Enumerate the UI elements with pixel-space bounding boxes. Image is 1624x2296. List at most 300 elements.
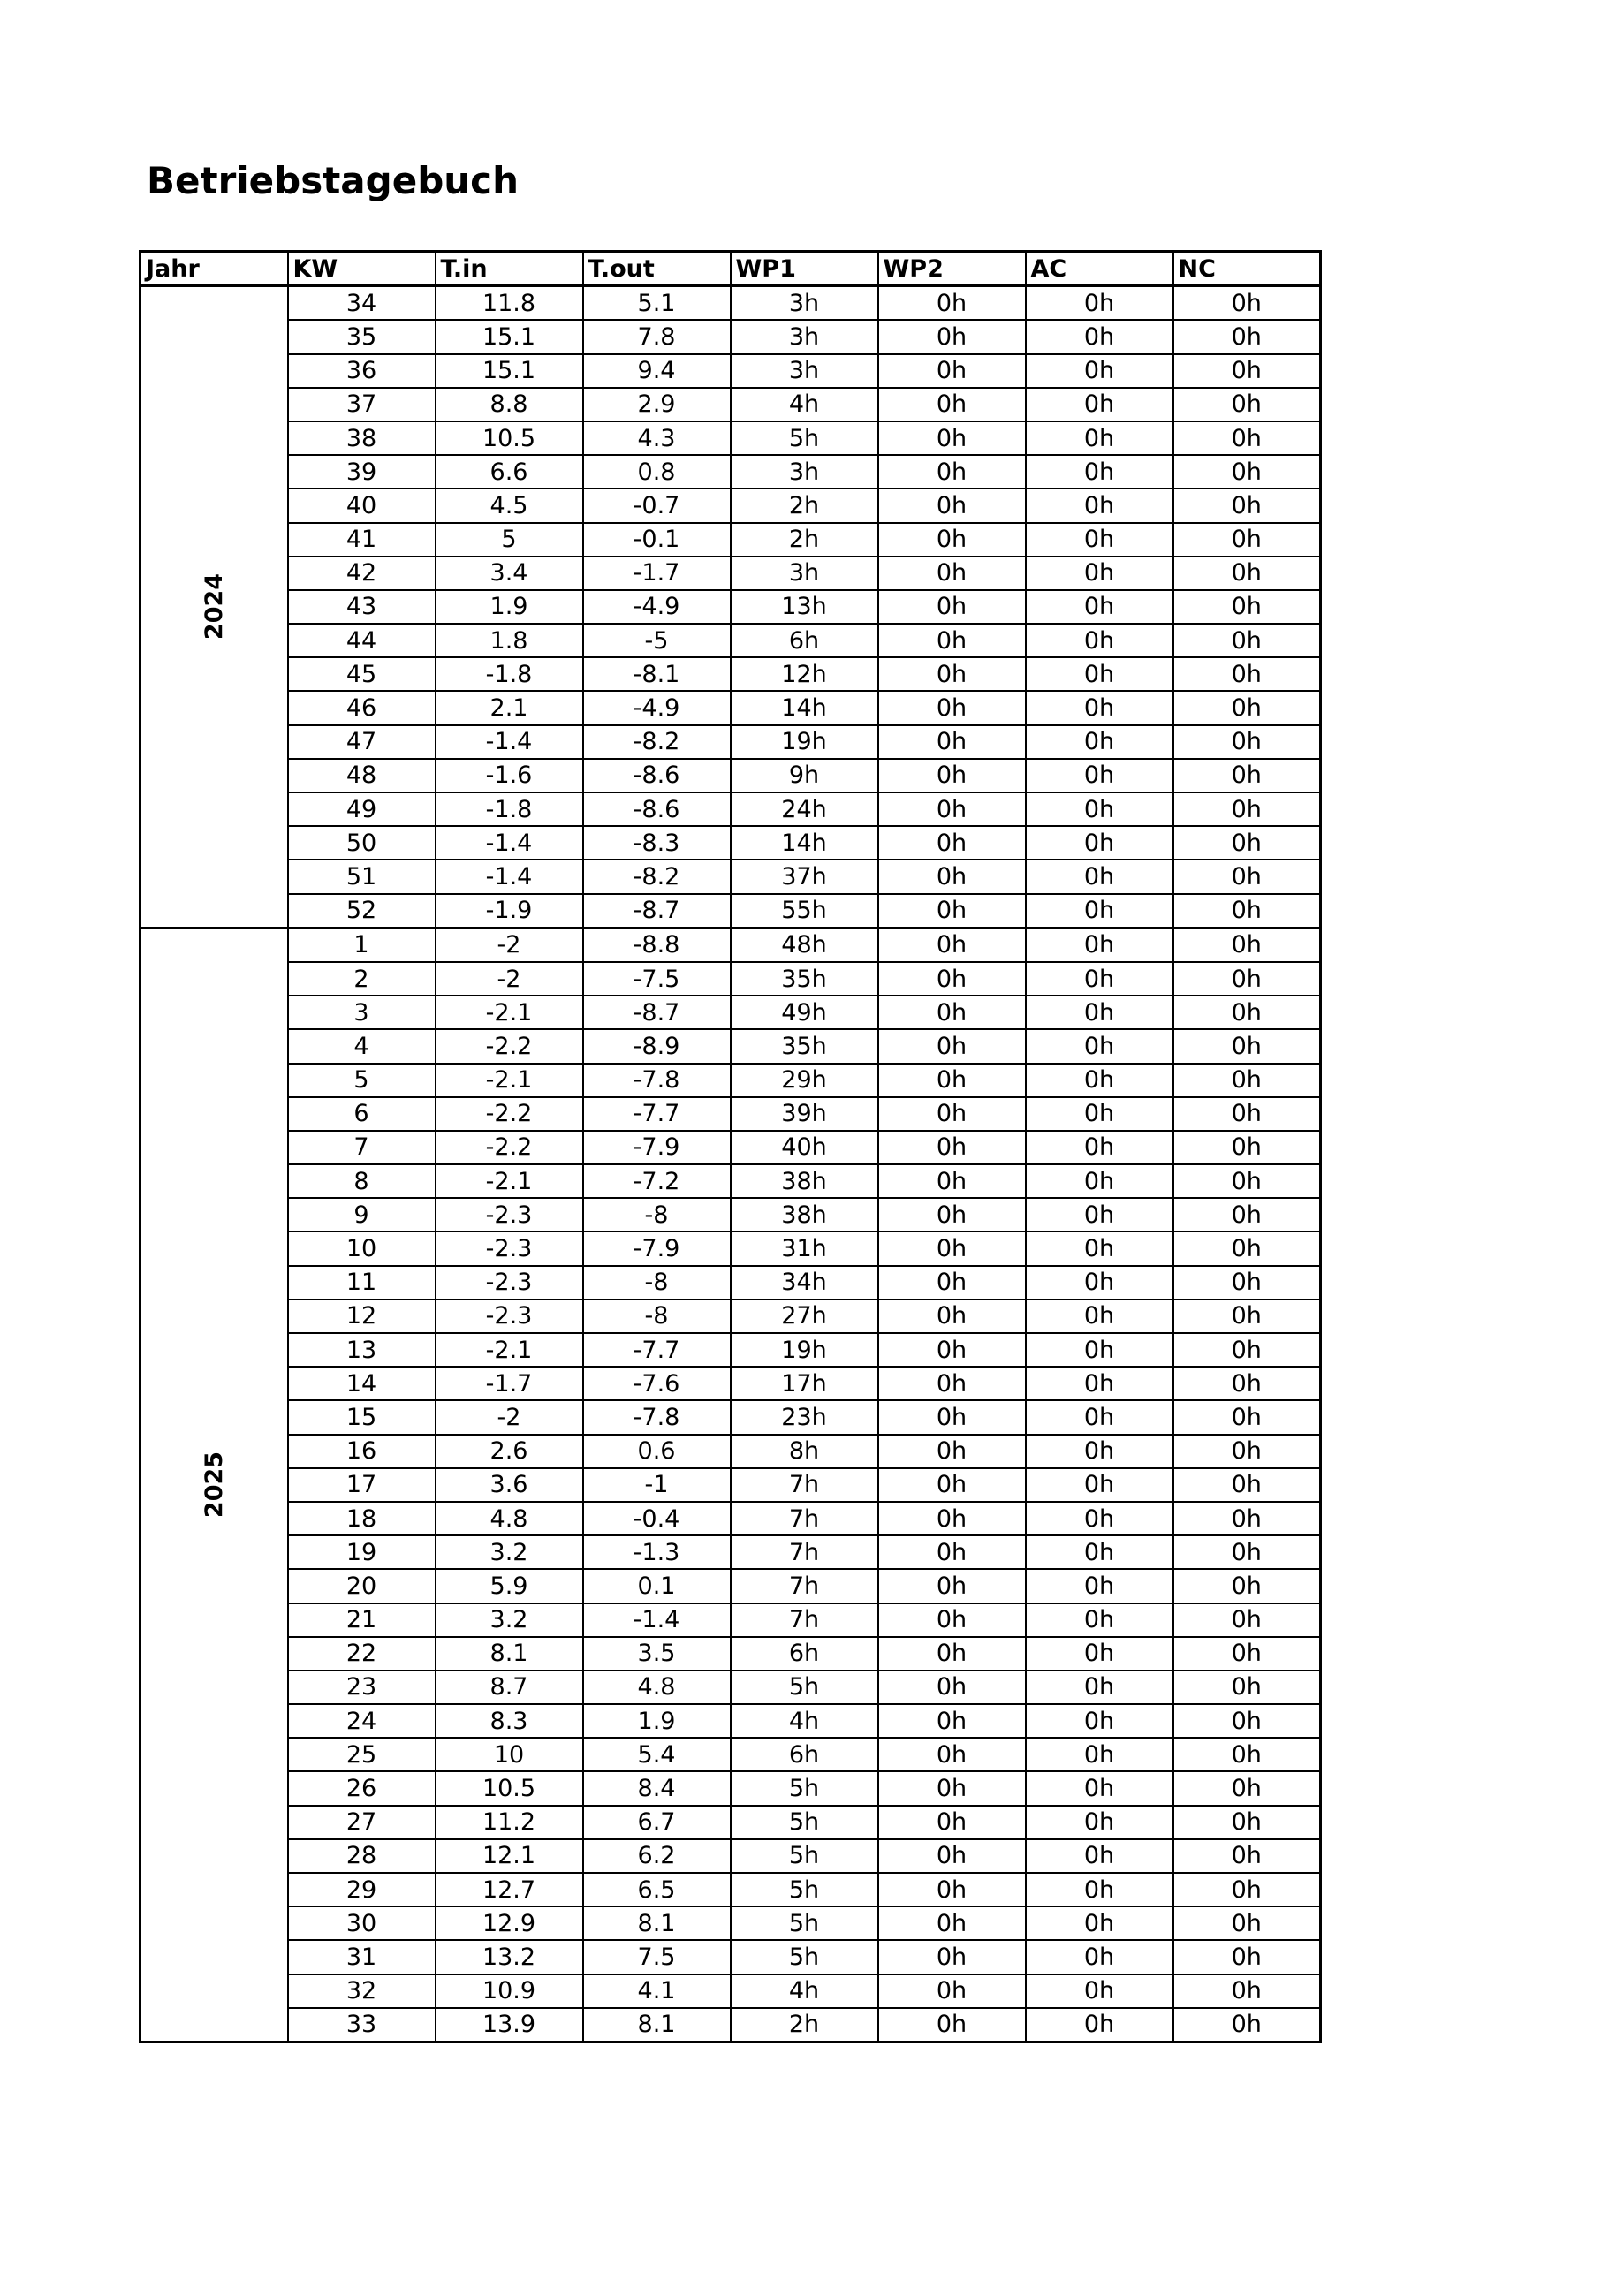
wp1-cell: 2h [731,489,878,522]
kw-cell: 50 [288,826,436,860]
table-row [140,1704,1321,1738]
table-row [140,657,1321,691]
t-out-cell: -1.4 [583,1603,731,1637]
ac-cell: 0h [1026,1839,1173,1873]
wp1-cell: 14h [731,691,878,724]
table-row [140,1097,1321,1131]
nc-cell: 0h [1173,1671,1321,1704]
wp2-cell: 0h [878,1637,1026,1671]
year-label: 2024 [200,573,228,640]
nc-cell: 0h [1173,1400,1321,1434]
column-header-kw: KW [288,252,436,286]
wp1-cell: 7h [731,1468,878,1502]
t-in-cell: 10.5 [436,1771,583,1805]
table-row [140,1400,1321,1434]
nc-cell: 0h [1173,489,1321,522]
t-out-cell: -7.7 [583,1333,731,1367]
table-row [140,1569,1321,1603]
nc-cell: 0h [1173,996,1321,1029]
ac-cell: 0h [1026,286,1173,321]
t-out-cell: -1.3 [583,1535,731,1569]
ac-cell: 0h [1026,624,1173,657]
wp1-cell: 6h [731,1738,878,1771]
wp1-cell: 13h [731,590,878,624]
column-header-t-out: T.out [583,252,731,286]
nc-cell: 0h [1173,1603,1321,1637]
table-header [140,252,1321,286]
t-out-cell: 4.3 [583,421,731,455]
wp2-cell: 0h [878,523,1026,557]
t-in-cell: 12.9 [436,1906,583,1940]
t-in-cell: 3.2 [436,1603,583,1637]
t-in-cell: 11.8 [436,286,583,321]
t-out-cell: -7.9 [583,1231,731,1265]
nc-cell: 0h [1173,1097,1321,1131]
kw-cell: 19 [288,1535,436,1569]
wp2-cell: 0h [878,1097,1026,1131]
ac-cell: 0h [1026,826,1173,860]
wp1-cell: 48h [731,928,878,962]
kw-cell: 42 [288,557,436,590]
t-out-cell: 6.7 [583,1806,731,1839]
t-out-cell: -0.4 [583,1502,731,1535]
table-row [140,320,1321,353]
kw-cell: 14 [288,1367,436,1400]
t-out-cell: -8.6 [583,792,731,826]
table-row [140,455,1321,489]
t-out-cell: 8.1 [583,2008,731,2042]
ac-cell: 0h [1026,1367,1173,1400]
wp1-cell: 6h [731,624,878,657]
nc-cell: 0h [1173,1231,1321,1265]
wp2-cell: 0h [878,1266,1026,1300]
t-in-cell: 1.8 [436,624,583,657]
year-group-cell [140,928,288,2042]
table-row [140,1906,1321,1940]
ac-cell: 0h [1026,354,1173,388]
table-row [140,725,1321,759]
wp2-cell: 0h [878,1671,1026,1704]
t-in-cell: 2.1 [436,691,583,724]
kw-cell: 21 [288,1603,436,1637]
ac-cell: 0h [1026,1738,1173,1771]
kw-cell: 11 [288,1266,436,1300]
kw-cell: 39 [288,455,436,489]
ac-cell: 0h [1026,1569,1173,1603]
wp1-cell: 40h [731,1131,878,1164]
table-row [140,421,1321,455]
kw-cell: 35 [288,320,436,353]
ac-cell: 0h [1026,320,1173,353]
wp1-cell: 5h [731,1839,878,1873]
wp1-cell: 7h [731,1535,878,1569]
nc-cell: 0h [1173,792,1321,826]
nc-cell: 0h [1173,1468,1321,1502]
t-out-cell: -8.9 [583,1029,731,1063]
t-in-cell: -2.3 [436,1266,583,1300]
ac-cell: 0h [1026,1333,1173,1367]
wp2-cell: 0h [878,421,1026,455]
wp1-cell: 3h [731,286,878,321]
t-in-cell: -2.2 [436,1097,583,1131]
wp2-cell: 0h [878,759,1026,792]
wp1-cell: 3h [731,320,878,353]
table-row [140,1839,1321,1873]
table-row [140,1029,1321,1063]
wp2-cell: 0h [878,354,1026,388]
t-out-cell: -8 [583,1300,731,1333]
wp2-cell: 0h [878,1502,1026,1535]
wp2-cell: 0h [878,792,1026,826]
t-out-cell: 0.1 [583,1569,731,1603]
nc-cell: 0h [1173,962,1321,996]
table-row [140,1198,1321,1231]
nc-cell: 0h [1173,1266,1321,1300]
table-row [140,1231,1321,1265]
ac-cell: 0h [1026,2008,1173,2042]
kw-cell: 10 [288,1231,436,1265]
table-row [140,523,1321,557]
t-out-cell: 3.5 [583,1637,731,1671]
table-row [140,489,1321,522]
ac-cell: 0h [1026,1671,1173,1704]
operations-log-table [139,250,1322,2043]
table-row [140,1300,1321,1333]
nc-cell: 0h [1173,354,1321,388]
wp1-cell: 5h [731,1906,878,1940]
t-in-cell: -1.8 [436,657,583,691]
table-row [140,1131,1321,1164]
nc-cell: 0h [1173,1704,1321,1738]
t-in-cell: -1.6 [436,759,583,792]
table-row [140,1266,1321,1300]
table-row [140,1435,1321,1468]
kw-cell: 49 [288,792,436,826]
t-in-cell: -1.4 [436,826,583,860]
wp2-cell: 0h [878,1333,1026,1367]
table-row [140,557,1321,590]
kw-cell: 33 [288,2008,436,2042]
t-out-cell: -7.5 [583,962,731,996]
nc-cell: 0h [1173,1637,1321,1671]
table-row [140,1367,1321,1400]
table-row [140,1064,1321,1097]
table-row [140,996,1321,1029]
kw-cell: 8 [288,1164,436,1198]
wp2-cell: 0h [878,1367,1026,1400]
ac-cell: 0h [1026,421,1173,455]
wp2-cell: 0h [878,657,1026,691]
t-out-cell: 0.6 [583,1435,731,1468]
wp1-cell: 4h [731,1974,878,2008]
ac-cell: 0h [1026,759,1173,792]
wp2-cell: 0h [878,996,1026,1029]
kw-cell: 25 [288,1738,436,1771]
ac-cell: 0h [1026,1400,1173,1434]
wp1-cell: 55h [731,894,878,928]
nc-cell: 0h [1173,1974,1321,2008]
kw-cell: 46 [288,691,436,724]
wp2-cell: 0h [878,1400,1026,1434]
kw-cell: 27 [288,1806,436,1839]
column-header-jahr: Jahr [140,252,288,286]
t-out-cell: -4.9 [583,590,731,624]
wp2-cell: 0h [878,1806,1026,1839]
wp1-cell: 31h [731,1231,878,1265]
wp2-cell: 0h [878,388,1026,421]
t-in-cell: -2 [436,1400,583,1434]
kw-cell: 7 [288,1131,436,1164]
t-in-cell: -1.8 [436,792,583,826]
kw-cell: 18 [288,1502,436,1535]
kw-cell: 16 [288,1435,436,1468]
t-in-cell: 12.1 [436,1839,583,1873]
nc-cell: 0h [1173,1535,1321,1569]
nc-cell: 0h [1173,826,1321,860]
wp1-cell: 6h [731,1637,878,1671]
wp1-cell: 4h [731,1704,878,1738]
nc-cell: 0h [1173,657,1321,691]
wp1-cell: 7h [731,1603,878,1637]
t-out-cell: 7.8 [583,320,731,353]
wp2-cell: 0h [878,1468,1026,1502]
kw-cell: 28 [288,1839,436,1873]
t-in-cell: -2.3 [436,1300,583,1333]
ac-cell: 0h [1026,1771,1173,1805]
nc-cell: 0h [1173,759,1321,792]
wp2-cell: 0h [878,557,1026,590]
ac-cell: 0h [1026,1906,1173,1940]
t-in-cell: 8.8 [436,388,583,421]
ac-cell: 0h [1026,860,1173,893]
table-row [140,962,1321,996]
nc-cell: 0h [1173,691,1321,724]
wp2-cell: 0h [878,826,1026,860]
wp2-cell: 0h [878,1906,1026,1940]
t-in-cell: 12.7 [436,1873,583,1906]
nc-cell: 0h [1173,1333,1321,1367]
ac-cell: 0h [1026,1064,1173,1097]
t-out-cell: -7.8 [583,1400,731,1434]
t-out-cell: -8.7 [583,996,731,1029]
t-in-cell: 15.1 [436,354,583,388]
ac-cell: 0h [1026,657,1173,691]
kw-cell: 6 [288,1097,436,1131]
t-out-cell: -1 [583,1468,731,1502]
kw-cell: 29 [288,1873,436,1906]
t-out-cell: 4.1 [583,1974,731,2008]
t-out-cell: -8.6 [583,759,731,792]
year-group-cell [140,286,288,928]
wp1-cell: 24h [731,792,878,826]
wp1-cell: 7h [731,1569,878,1603]
ac-cell: 0h [1026,1029,1173,1063]
ac-cell: 0h [1026,1704,1173,1738]
wp1-cell: 2h [731,523,878,557]
table-row [140,1738,1321,1771]
column-header-wp2: WP2 [878,252,1026,286]
nc-cell: 0h [1173,286,1321,321]
wp1-cell: 23h [731,1400,878,1434]
wp1-cell: 29h [731,1064,878,1097]
wp2-cell: 0h [878,590,1026,624]
kw-cell: 4 [288,1029,436,1063]
kw-cell: 43 [288,590,436,624]
t-in-cell: 1.9 [436,590,583,624]
wp2-cell: 0h [878,1435,1026,1468]
kw-cell: 13 [288,1333,436,1367]
wp2-cell: 0h [878,894,1026,928]
t-out-cell: -8 [583,1198,731,1231]
nc-cell: 0h [1173,1198,1321,1231]
t-out-cell: 8.4 [583,1771,731,1805]
wp1-cell: 5h [731,1873,878,1906]
table-row [140,759,1321,792]
table-row [140,1603,1321,1637]
wp2-cell: 0h [878,1738,1026,1771]
wp2-cell: 0h [878,1300,1026,1333]
wp1-cell: 49h [731,996,878,1029]
wp1-cell: 27h [731,1300,878,1333]
kw-cell: 40 [288,489,436,522]
table-row [140,1468,1321,1502]
t-in-cell: -2.3 [436,1231,583,1265]
ac-cell: 0h [1026,792,1173,826]
nc-cell: 0h [1173,1839,1321,1873]
wp1-cell: 19h [731,1333,878,1367]
t-out-cell: -1.7 [583,557,731,590]
wp2-cell: 0h [878,1064,1026,1097]
table-row [140,1164,1321,1198]
column-header-wp1: WP1 [731,252,878,286]
t-out-cell: 6.2 [583,1839,731,1873]
wp2-cell: 0h [878,928,1026,962]
wp1-cell: 3h [731,354,878,388]
wp2-cell: 0h [878,1771,1026,1805]
nc-cell: 0h [1173,1435,1321,1468]
t-out-cell: -8.8 [583,928,731,962]
t-in-cell: -2.2 [436,1131,583,1164]
wp1-cell: 3h [731,557,878,590]
nc-cell: 0h [1173,624,1321,657]
nc-cell: 0h [1173,557,1321,590]
t-out-cell: -0.7 [583,489,731,522]
wp2-cell: 0h [878,1940,1026,1974]
kw-cell: 48 [288,759,436,792]
t-in-cell: 15.1 [436,320,583,353]
table-row [140,1940,1321,1974]
table-row [140,624,1321,657]
wp2-cell: 0h [878,1569,1026,1603]
wp2-cell: 0h [878,1603,1026,1637]
kw-cell: 3 [288,996,436,1029]
table-row [140,1637,1321,1671]
kw-cell: 44 [288,624,436,657]
t-in-cell: 6.6 [436,455,583,489]
t-out-cell: -8.1 [583,657,731,691]
nc-cell: 0h [1173,1502,1321,1535]
table-row [140,894,1321,928]
nc-cell: 0h [1173,1771,1321,1805]
wp1-cell: 9h [731,759,878,792]
wp2-cell: 0h [878,1535,1026,1569]
nc-cell: 0h [1173,1569,1321,1603]
t-out-cell: 9.4 [583,354,731,388]
ac-cell: 0h [1026,894,1173,928]
table-row [140,388,1321,421]
t-out-cell: -8 [583,1266,731,1300]
nc-cell: 0h [1173,1131,1321,1164]
t-in-cell: -1.4 [436,860,583,893]
column-header-nc: NC [1173,252,1321,286]
t-out-cell: -7.6 [583,1367,731,1400]
nc-cell: 0h [1173,1906,1321,1940]
ac-cell: 0h [1026,1535,1173,1569]
t-in-cell: 10 [436,1738,583,1771]
table-row [140,354,1321,388]
t-in-cell: -2.1 [436,1064,583,1097]
wp1-cell: 5h [731,421,878,455]
kw-cell: 41 [288,523,436,557]
wp2-cell: 0h [878,320,1026,353]
t-out-cell: 6.5 [583,1873,731,1906]
t-in-cell: -1.7 [436,1367,583,1400]
kw-cell: 9 [288,1198,436,1231]
wp1-cell: 19h [731,725,878,759]
t-in-cell: 3.2 [436,1535,583,1569]
page-title: Betriebstagebuch [147,159,519,202]
t-out-cell: -8.3 [583,826,731,860]
wp1-cell: 12h [731,657,878,691]
t-in-cell: 3.4 [436,557,583,590]
ac-cell: 0h [1026,1502,1173,1535]
t-out-cell: 8.1 [583,1906,731,1940]
wp1-cell: 5h [731,1940,878,1974]
ac-cell: 0h [1026,590,1173,624]
ac-cell: 0h [1026,928,1173,962]
kw-cell: 24 [288,1704,436,1738]
ac-cell: 0h [1026,1435,1173,1468]
t-in-cell: -2.1 [436,1164,583,1198]
kw-cell: 23 [288,1671,436,1704]
kw-cell: 12 [288,1300,436,1333]
kw-cell: 45 [288,657,436,691]
table-row [140,1974,1321,2008]
table-row [140,1671,1321,1704]
wp2-cell: 0h [878,1029,1026,1063]
t-in-cell: 10.5 [436,421,583,455]
nc-cell: 0h [1173,1367,1321,1400]
kw-cell: 36 [288,354,436,388]
ac-cell: 0h [1026,725,1173,759]
kw-cell: 17 [288,1468,436,1502]
ac-cell: 0h [1026,455,1173,489]
wp2-cell: 0h [878,624,1026,657]
ac-cell: 0h [1026,1131,1173,1164]
t-in-cell: -1.9 [436,894,583,928]
t-in-cell: -2 [436,928,583,962]
wp2-cell: 0h [878,286,1026,321]
wp1-cell: 5h [731,1806,878,1839]
nc-cell: 0h [1173,455,1321,489]
wp1-cell: 5h [731,1671,878,1704]
table-row [140,286,1321,321]
wp2-cell: 0h [878,962,1026,996]
nc-cell: 0h [1173,2008,1321,2042]
ac-cell: 0h [1026,523,1173,557]
ac-cell: 0h [1026,1873,1173,1906]
kw-cell: 26 [288,1771,436,1805]
